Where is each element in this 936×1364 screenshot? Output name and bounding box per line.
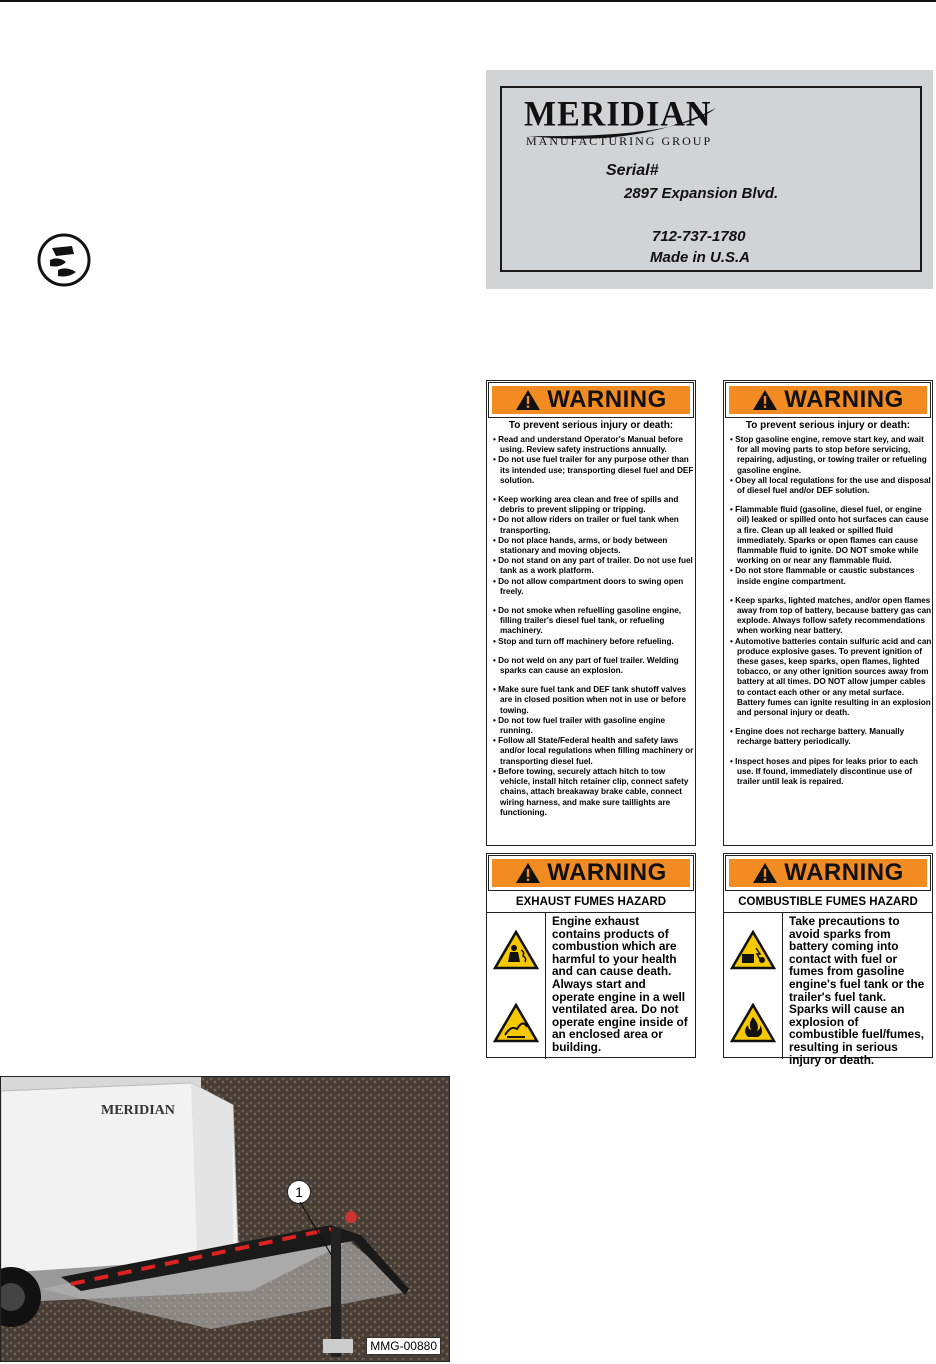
list-item: • Do not use fuel trailer for any purpose other than its intended use; transporting diesel fuel and DEF solution. bbox=[493, 455, 694, 485]
hazard-body bbox=[724, 913, 932, 1067]
list-item: • Automotive batteries contain sulfuric acid and can produce explosive gases. To prevent ignition of these gases, keep sparks, open flames, lighted tobacco, or any other ignition sources away from battery at all times. DO NOT allow jumper cables to contact each other or any metal surface. Battery fumes can ignite resulting in an explosion and personal injury or death. bbox=[730, 636, 932, 718]
warning-header bbox=[489, 383, 693, 417]
list-item: • Engine does not recharge battery. Manually recharge battery periodically. bbox=[730, 727, 905, 747]
list-item: • Keep sparks, lighted matches, and/or open flames away from top of battery, because battery gas can explode. Always follow safety recommendations when working near battery. bbox=[730, 595, 932, 636]
callout-number: 1 bbox=[287, 1180, 311, 1204]
list-item: • Do not smoke when refuelling gasoline engine, filling trailer's diesel fuel tank, or refueling machinery. bbox=[493, 606, 682, 636]
warning-triangle-icon bbox=[752, 389, 778, 411]
hazard-icons bbox=[724, 913, 783, 1059]
serial-plate-border bbox=[500, 86, 922, 272]
list-item: • Do not tow fuel trailer with gasoline engine running. bbox=[493, 715, 666, 736]
warning-title: WARNING bbox=[547, 386, 667, 413]
warning-subtitle: To prevent serious injury or death: bbox=[508, 420, 674, 431]
list-item: • Stop gasoline engine, remove start key, and wait for all moving parts to stop before servicing, repairing, adjusting, or towing trailer or refueling gasoline engine. bbox=[730, 435, 927, 475]
list-item: • Read and understand Operator's Manual before using. Review safety instructions annually. bbox=[493, 435, 683, 455]
warning-triangle-icon bbox=[752, 862, 778, 884]
list-item: • Do not allow compartment doors to swing open freely. bbox=[493, 576, 684, 596]
warning-list bbox=[487, 435, 695, 818]
warning-label-3 bbox=[486, 853, 696, 1058]
warning-subtitle: To prevent serious injury or death: bbox=[745, 420, 911, 431]
hazard-text: Take precautions to avoid sparks from battery coming into contact with fuel or fumes from gasoline engine's fuel tank or the trailer's fuel tank. Sparks will cause an explosion of combustible fuel/fumes, resulting in serious injury or death. bbox=[789, 914, 925, 1067]
manual-location-icon bbox=[36, 232, 92, 293]
trailer-photo bbox=[0, 1076, 450, 1362]
warning-header bbox=[726, 383, 930, 417]
hazard-heading: EXHAUST FUMES HAZARD bbox=[487, 892, 695, 913]
warning-header bbox=[726, 856, 930, 890]
warning-header bbox=[489, 856, 693, 890]
hazard-text: Engine exhaust contains products of combustion which are harmful to your health and can cause death. Always start and operate engine in a well ventilated area. Do not operate engine inside of an enclosed area or building. bbox=[552, 914, 688, 1054]
phone: 712-737-1780 bbox=[652, 228, 746, 245]
list-item: • Inspect hoses and pipes for leaks prior to each use. If found, immediately discontinue use of trailer until leak is repaired. bbox=[730, 756, 919, 787]
list-item: • Obey all local regulations for the use and disposal of diesel fuel and/or DEF solution. bbox=[730, 475, 931, 496]
callout-leader bbox=[298, 1200, 338, 1260]
warning-label-1 bbox=[486, 380, 696, 846]
list-item: • Before towing, securely attach hitch to tow vehicle, install hitch retainer clip, connect safety chains, attach breakaway brake cable, connect wiring harness, and make sure taillights are functioning. bbox=[493, 766, 689, 817]
hazard-heading: COMBUSTIBLE FUMES HAZARD bbox=[724, 892, 932, 913]
list-item: • Follow all State/Federal health and safety laws and/or local regulations when filling machinery or transporting diesel fuel. bbox=[493, 736, 694, 766]
warning-label-2 bbox=[723, 380, 933, 846]
meridian-logo: MERIDIAN bbox=[524, 95, 712, 134]
warning-title: WARNING bbox=[784, 386, 904, 413]
warning-label-4 bbox=[723, 853, 933, 1067]
list-item: • Make sure fuel tank and DEF tank shutoff valves are in closed position when not in use or before towing. bbox=[493, 685, 687, 715]
exhaust-fumes-icon bbox=[493, 1003, 539, 1043]
list-item: • Do not allow riders on trailer or fuel tank when transporting. bbox=[493, 515, 679, 535]
list-item: • Do not place hands, arms, or body between stationary and moving objects. bbox=[493, 535, 668, 556]
warning-title: WARNING bbox=[547, 859, 667, 886]
list-item: • Keep working area clean and free of spills and debris to prevent slipping or tripping. bbox=[493, 495, 679, 515]
top-rule bbox=[0, 0, 936, 2]
battery-spark-icon bbox=[730, 930, 776, 970]
made-in: Made in U.S.A bbox=[650, 249, 751, 266]
list-item: • Flammable fluid (gasoline, diesel fuel, or engine oil) leaked or spilled onto hot surfaces can cause a fire. Clean up all leaked or spilled fluid immediately. Sparks or open flames can cause flammable fluid to ignite. DO NOT smoke while working on or near any flammable fluid. bbox=[730, 505, 929, 566]
hazard-icons bbox=[487, 913, 546, 1059]
tank-logo: MERIDIAN bbox=[101, 1103, 175, 1118]
list-item: • Do not stand on any part of trailer. Do not use fuel tank as a work platform. bbox=[493, 556, 693, 576]
address: 2897 Expansion Blvd. bbox=[624, 185, 779, 202]
trailer-image bbox=[1, 1077, 450, 1362]
list-item: • Do not weld on any part of fuel trailer. Welding sparks can cause an explosion. bbox=[493, 655, 679, 676]
list-item: • Stop and turn off machinery before refueling. bbox=[493, 636, 674, 646]
warning-triangle-icon bbox=[515, 389, 541, 411]
warning-title: WARNING bbox=[784, 859, 904, 886]
serial-label: Serial# bbox=[606, 162, 659, 179]
hazard-body bbox=[487, 913, 695, 1059]
flammable-icon bbox=[730, 1003, 776, 1043]
list-item: • Do not store flammable or caustic substances inside engine compartment. bbox=[730, 566, 915, 586]
figure-label: MMG-00880 bbox=[366, 1337, 441, 1355]
logo-subtext: MANUFACTURING GROUP bbox=[526, 134, 713, 148]
warning-list bbox=[724, 435, 932, 787]
serial-plate bbox=[486, 70, 933, 289]
warning-triangle-icon bbox=[515, 862, 541, 884]
exhaust-fumes-icon bbox=[493, 930, 539, 970]
